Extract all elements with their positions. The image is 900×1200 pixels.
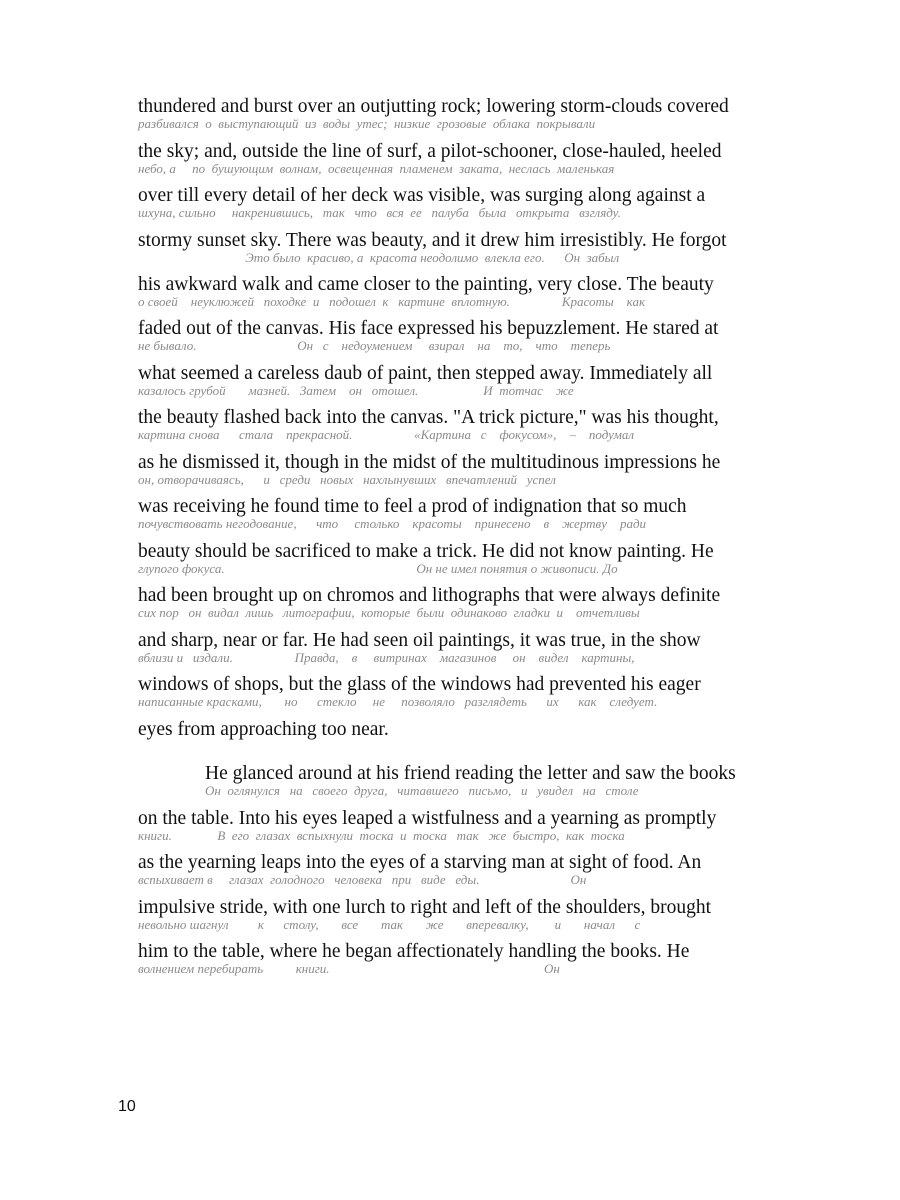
- text-line: [138, 585, 768, 620]
- text-line: [138, 674, 768, 709]
- text-line: [138, 230, 768, 265]
- russian-translation: волнением перебирать книги. Он: [138, 961, 560, 976]
- english-line: beauty should be sacrificed to make a trick. He did not know painting. He: [138, 541, 714, 562]
- english-line: eyes from approaching too near.: [138, 719, 389, 740]
- text-line: [138, 185, 768, 220]
- russian-translation: казалось грубой мазней. Затем он отошел. И тотчас же: [138, 383, 574, 398]
- english-line: stormy sunset sky. There was beauty, and it drew him irresistibly. He forgot: [138, 230, 727, 251]
- english-line: him to the table, where he began affectionately handling the books. He: [138, 941, 690, 962]
- text-line: [138, 363, 768, 398]
- russian-translation: написанные красками, но стекло не позволяло разглядеть их как следует.: [138, 694, 658, 709]
- russian-translation: почувствовать негодование, что столько красоты принесено в жертву ради: [138, 516, 647, 531]
- russian-translation: небо, а по бушующим волнам, освещенная пламенем заката, неслась маленькая: [138, 161, 615, 176]
- russian-translation: Он оглянулся на своего друга, читавшего письмо, и увидел на столе: [205, 783, 639, 798]
- english-line: the beauty flashed back into the canvas. "A trick picture," was his thought,: [138, 407, 719, 428]
- text-line: [138, 452, 768, 487]
- english-line: impulsive stride, with one lurch to right and left of the shoulders, brought: [138, 897, 711, 918]
- english-line: over till every detail of her deck was visible, was surging along against a: [138, 185, 706, 206]
- russian-translation: вспыхивает в глазах голодного человека при виде еды. Он: [138, 872, 587, 887]
- russian-translation: разбивался о выступающий из воды утес; низкие грозовые облака покрывали: [138, 116, 596, 131]
- russian-translation: вблизи и издали. Правда, в витринах магазинов он видел картины,: [138, 650, 635, 665]
- english-line: as the yearning leaps into the eyes of a starving man at sight of food. An: [138, 852, 702, 873]
- text-line: [138, 318, 768, 353]
- text-line: [138, 407, 768, 442]
- text-line: [138, 496, 768, 531]
- english-line: thundered and burst over an outjutting rock; lowering storm-clouds covered: [138, 96, 729, 117]
- english-line: on the table. Into his eyes leaped a wistfulness and a yearning as promptly: [138, 808, 717, 829]
- text-line: [138, 719, 768, 740]
- english-line: He glanced around at his friend reading the letter and saw the books: [205, 763, 736, 784]
- english-line: what seemed a careless daub of paint, then stepped away. Immediately all: [138, 363, 713, 384]
- text-line: [138, 897, 768, 932]
- russian-translation: шхуна, сильно накренившись, так что вся ее палуба была открыта взгляду.: [138, 205, 621, 220]
- text-line: [138, 630, 768, 665]
- russian-translation: не бывало. Он с недоумением взирал на то, что теперь: [138, 338, 611, 353]
- text-line: [138, 96, 768, 131]
- russian-translation: он, отворачиваясь, и среди новых нахлынувших впечатлений успел: [138, 472, 556, 487]
- text-line: [138, 541, 768, 576]
- english-line: and sharp, near or far. He had seen oil paintings, it was true, in the show: [138, 630, 701, 651]
- russian-translation: картина снова стала прекрасной. «Картина с фокусом», – подумал: [138, 427, 635, 442]
- english-line: as he dismissed it, though in the midst of the multitudinous impressions he: [138, 452, 721, 473]
- english-line: was receiving he found time to feel a prod of indignation that so much: [138, 496, 687, 517]
- text-line: [138, 941, 768, 976]
- page-number: 10: [118, 1098, 136, 1115]
- russian-translation: книги. В его глазах вспыхнули тоска и тоска так же быстро, как тоска: [138, 828, 625, 843]
- text-line: [205, 763, 768, 798]
- text-line: [138, 141, 768, 176]
- russian-translation: глупого фокуса. Он не имел понятия о живописи. До: [138, 561, 618, 576]
- text-line: [138, 274, 768, 309]
- russian-translation: невольно шагнул к столу, все так же вперевалку, и начал с: [138, 917, 641, 932]
- english-line: the sky; and, outside the line of surf, a pilot-schooner, close-hauled, heeled: [138, 141, 722, 162]
- english-line: windows of shops, but the glass of the windows had prevented his eager: [138, 674, 701, 695]
- russian-translation: сих пор он видал лишь литографии, которые были одинаково гладки и отчетливы: [138, 605, 640, 620]
- russian-translation: о своей неуклюжей походке и подошел к картине вплотную. Красоты как: [138, 294, 646, 309]
- text-line: [138, 852, 768, 887]
- english-line: faded out of the canvas. His face expressed his bepuzzlement. He stared at: [138, 318, 719, 339]
- text-line: [138, 808, 768, 843]
- english-line: his awkward walk and came closer to the painting, very close. The beauty: [138, 274, 714, 295]
- russian-translation: Это было красиво, а красота неодолимо влекла его. Он забыл: [138, 250, 620, 265]
- english-line: had been brought up on chromos and lithographs that were always definite: [138, 585, 721, 606]
